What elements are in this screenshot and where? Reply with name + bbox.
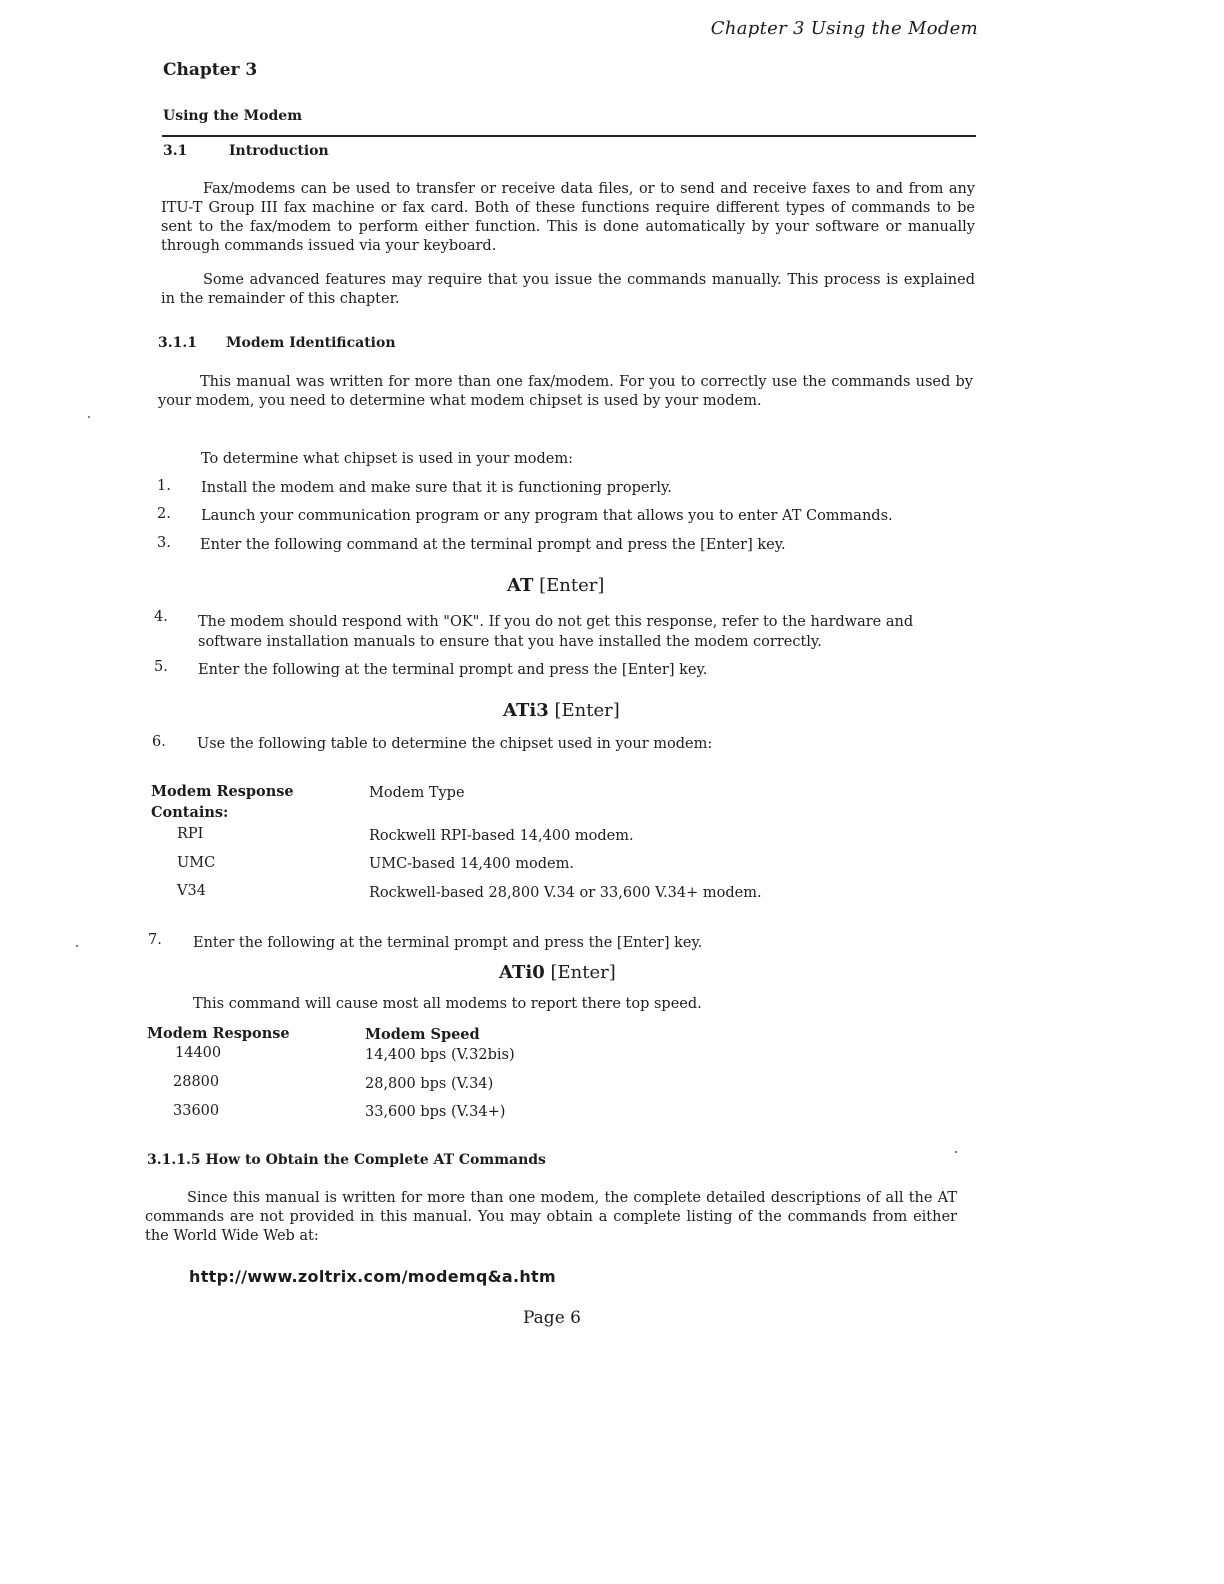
command-text: ATi0 [499, 962, 545, 983]
step-text: Enter the following at the terminal prompt and press the [Enter] key. [193, 935, 703, 951]
command-key: [Enter] [539, 575, 605, 596]
subsection-number: 3.1.1 [158, 335, 197, 351]
chapter-title: Using the Modem [163, 108, 303, 124]
subsection-title: Modem Identification [226, 335, 396, 351]
step-number: 1. [157, 478, 171, 494]
table-cell-type: Rockwell RPI-based 14,400 modem. [369, 828, 634, 844]
command-text: AT [507, 575, 534, 596]
speed-note: This command will cause most all modems to report there top speed. [193, 996, 702, 1012]
scan-speck [88, 416, 90, 418]
intro-paragraph-2: Some advanced features may require that you issue the commands manually. This process is explained in the remainder of this chapter. [161, 272, 975, 307]
step-number: 4. [154, 609, 168, 625]
chipset-table-header-contains: Contains: [151, 804, 229, 821]
steps-intro: To determine what chipset is used in your modem: [201, 451, 573, 467]
table-cell-speed: 33,600 bps (V.34+) [365, 1104, 506, 1120]
step-number: 6. [152, 734, 166, 750]
step-number: 3. [157, 535, 171, 551]
section-number: 3.1 [163, 143, 188, 159]
chipset-table-header-response: Modem Response [151, 783, 294, 800]
command-key: [Enter] [554, 700, 620, 721]
table-cell-response: UMC [177, 855, 216, 871]
command-text: ATi3 [503, 700, 549, 721]
running-header: Chapter 3 Using the Modem [710, 18, 978, 39]
step-number: 2. [157, 506, 171, 522]
step-number: 7. [148, 932, 162, 948]
command-ati3 [503, 700, 620, 721]
table-cell-type: UMC-based 14,400 modem. [369, 856, 574, 872]
step-text: Install the modem and make sure that it is functioning properly. [201, 480, 672, 496]
step-text: Launch your communication program or any program that allows you to enter AT Commands. [201, 508, 893, 524]
section-title: Introduction [229, 143, 329, 159]
step-text: Enter the following command at the terminal prompt and press the [Enter] key. [200, 537, 786, 553]
url-link[interactable]: http://www.zoltrix.com/modemq&a.htm [189, 1267, 556, 1286]
step-text: The modem should respond with "OK". If you do not get this response, refer to the hardware and software installation manuals to ensure that you have installed the modem correctly. [198, 614, 914, 650]
command-ati0 [499, 962, 616, 983]
chapter-label: Chapter 3 [163, 60, 258, 80]
scan-speck [76, 945, 78, 947]
identification-paragraph: This manual was written for more than one fax/modem. For you to correctly use the commands used by your modem, you need to determine what modem chipset is used by your modem. [158, 374, 973, 409]
subsection-heading: 3.1.1.5 How to Obtain the Complete AT Commands [147, 1152, 546, 1168]
table-cell-response: RPI [177, 826, 204, 842]
step-text: Enter the following at the terminal prompt and press the [Enter] key. [198, 662, 708, 678]
intro-paragraph-1: Fax/modems can be used to transfer or receive data files, or to send and receive faxes to and from any ITU-T Group III fax machine or fax card. Both of these functions require different types of commands to be sent to the fax/modem to perform either function. This is done automatically by your software or manually through commands issued via your keyboard. [161, 181, 975, 254]
table-cell-response: 28800 [173, 1074, 220, 1090]
table-cell-speed: 28,800 bps (V.34) [365, 1076, 494, 1092]
table-cell-response: V34 [177, 883, 206, 899]
step-number: 5. [154, 659, 168, 675]
step-text: Use the following table to determine the chipset used in your modem: [197, 736, 713, 752]
speed-table-header-response: Modem Response [147, 1025, 290, 1042]
table-cell-response: 33600 [173, 1103, 220, 1119]
command-at [507, 575, 604, 596]
speed-table-header-speed: Modem Speed [365, 1026, 480, 1043]
chipset-table-header-type: Modem Type [369, 785, 465, 801]
title-rule [162, 135, 976, 137]
scan-speck [955, 1151, 957, 1153]
page-number: Page 6 [523, 1308, 581, 1328]
table-cell-response: 14400 [175, 1045, 222, 1061]
table-cell-type: Rockwell-based 28,800 V.34 or 33,600 V.34+ modem. [369, 885, 762, 901]
at-commands-paragraph: Since this manual is written for more than one modem, the complete detailed descriptions of all the AT commands are not provided in this manual. You may obtain a complete listing of the commands from either the World Wide Web at: [145, 1190, 957, 1244]
command-key: [Enter] [550, 962, 616, 983]
table-cell-speed: 14,400 bps (V.32bis) [365, 1047, 515, 1063]
